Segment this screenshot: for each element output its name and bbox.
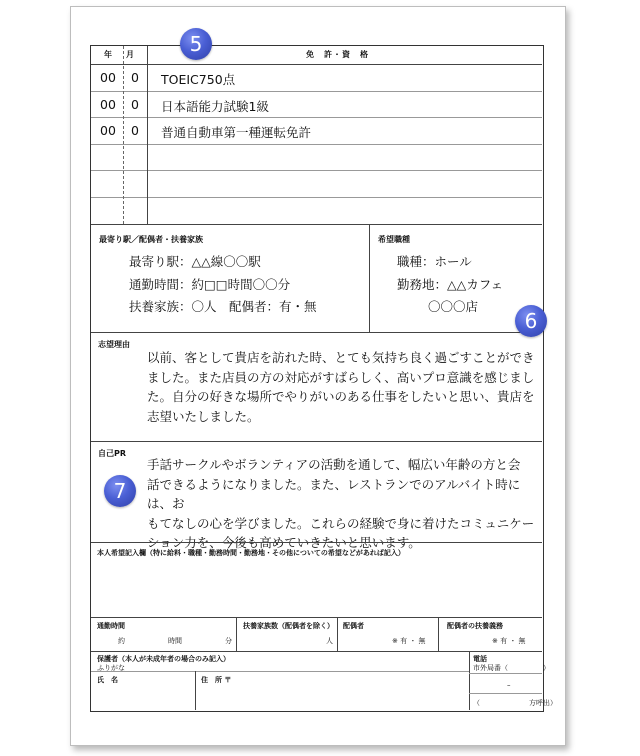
spouse-label: 配偶者 bbox=[343, 622, 364, 630]
motivation-line: 志望いたしました。 bbox=[147, 408, 260, 424]
pr-line: もてなしの心を学びました。これらの経験で身に着けたコミュニケー bbox=[147, 515, 535, 531]
station-section-label: 最寄り駅／配偶者・扶養家族 bbox=[99, 235, 203, 244]
bottom-row-divider bbox=[236, 617, 237, 651]
license-header-divider bbox=[91, 64, 542, 65]
license-row-year: 00 bbox=[100, 70, 116, 85]
license-row-line bbox=[91, 91, 542, 92]
motivation-line: た。自分の好きな場所でやりがいのある仕事をしたいと思い、貴店を bbox=[147, 389, 535, 404]
station-commute: 通勤時間：約□□時間〇〇分 bbox=[129, 277, 291, 292]
guardian-furigana: ふりがな bbox=[97, 664, 125, 672]
job-location: 勤務地：△△カフェ bbox=[397, 277, 504, 292]
license-row-line bbox=[91, 170, 542, 171]
guardian-address-label: 住 所 〒 bbox=[201, 676, 232, 684]
commute-approx: 約 bbox=[118, 637, 125, 645]
license-row-text: 日本語能力試験1級 bbox=[161, 99, 269, 114]
license-row-text: 普通自動車第一種運転免許 bbox=[161, 125, 312, 140]
pr-line: ション力を、今後も高めていきたいと思います。 bbox=[147, 535, 421, 550]
license-row-year: 00 bbox=[100, 123, 116, 138]
station-nearest: 最寄り駅：△△線〇〇駅 bbox=[129, 254, 261, 269]
license-month-text-divider bbox=[147, 46, 148, 224]
job-type: 職種：ホール bbox=[397, 254, 472, 269]
license-row-text: TOEIC750点 bbox=[161, 72, 236, 87]
motivation-text bbox=[147, 348, 537, 426]
phone-number-line bbox=[469, 693, 542, 694]
phone-line bbox=[469, 673, 542, 674]
spouse-support-value: ※ 有 ・ 無 bbox=[492, 637, 526, 645]
guardian-furigana-line bbox=[91, 671, 469, 672]
commute-bottom-line bbox=[91, 651, 542, 652]
motivation-label: 志望理由 bbox=[98, 340, 130, 349]
license-row-month: 0 bbox=[131, 97, 139, 112]
motivation-line: 以前、客として貴店を訪れた時、とても気持ち良く過ごすことができ bbox=[147, 350, 535, 365]
motivation-line: ました。また店員の方の対応がすばらしく、高いプロ意識を感じまし bbox=[147, 369, 535, 385]
commute-label: 通勤時間 bbox=[97, 622, 125, 630]
phone-dash: – bbox=[507, 681, 511, 689]
pr-label: 自己PR bbox=[98, 449, 127, 458]
dependents-label: 扶養家族数（配偶者を除く） bbox=[243, 622, 334, 630]
contact-call: （ 方呼出） bbox=[473, 699, 557, 707]
guardian-label: 保護者（本人が未成年者の場合のみ記入） bbox=[97, 655, 230, 663]
bottom-row-divider bbox=[337, 617, 338, 651]
motivation-bottom-line bbox=[91, 441, 542, 442]
license-year-month-divider bbox=[123, 46, 124, 224]
guardian-name-label: 氏 名 bbox=[97, 676, 118, 684]
pr-line: 手話サークルやボランティアの活動を通して、幅広い年齢の方と会 bbox=[147, 457, 521, 472]
dependents-persons: 人 bbox=[326, 637, 333, 645]
phone-label: 電話 bbox=[473, 655, 487, 663]
phone-area-code: 市外局番（ ） bbox=[473, 664, 550, 672]
license-bottom-line bbox=[91, 224, 542, 225]
spouse-value: ※ 有 ・ 無 bbox=[392, 637, 426, 645]
pr-bottom-line bbox=[91, 542, 542, 543]
resume-sheet bbox=[70, 6, 566, 746]
pr-text bbox=[147, 455, 537, 553]
station-bottom-line bbox=[91, 332, 542, 333]
commute-minutes: 分 bbox=[225, 637, 232, 645]
license-row-year: 00 bbox=[100, 97, 116, 112]
step-badge-5: 5 bbox=[180, 28, 212, 60]
license-month-header: 月 bbox=[126, 50, 134, 59]
step-badge-7: 7 bbox=[104, 475, 136, 507]
request-label: 本人希望記入欄（特に給料・職種・勤務時間・勤務地・その他についての希望などがあれば記入） bbox=[97, 549, 405, 557]
license-row-month: 0 bbox=[131, 123, 139, 138]
license-title-header: 免 許・資 格 bbox=[306, 50, 369, 59]
license-row-line bbox=[91, 117, 542, 118]
step-badge-6: 6 bbox=[515, 305, 547, 337]
license-year-header: 年 bbox=[104, 50, 112, 59]
request-bottom-line bbox=[91, 617, 542, 618]
job-branch: 〇〇〇店 bbox=[428, 299, 479, 314]
license-row-line bbox=[91, 144, 542, 145]
commute-hours: 時間 bbox=[168, 637, 182, 645]
license-row-line bbox=[91, 197, 542, 198]
job-section-label: 希望職種 bbox=[378, 235, 410, 244]
license-row-month: 0 bbox=[131, 70, 139, 85]
spouse-support-label: 配偶者の扶養義務 bbox=[447, 622, 503, 630]
station-job-divider bbox=[369, 224, 370, 332]
name-address-divider bbox=[195, 671, 196, 710]
phone-divider bbox=[469, 651, 470, 710]
pr-line: 話できるようになりました。また、レストランでのアルバイト時には、お bbox=[147, 476, 521, 511]
station-dependents: 扶養家族：〇人 配偶者：有・無 bbox=[129, 299, 317, 314]
bottom-row-divider bbox=[438, 617, 439, 651]
